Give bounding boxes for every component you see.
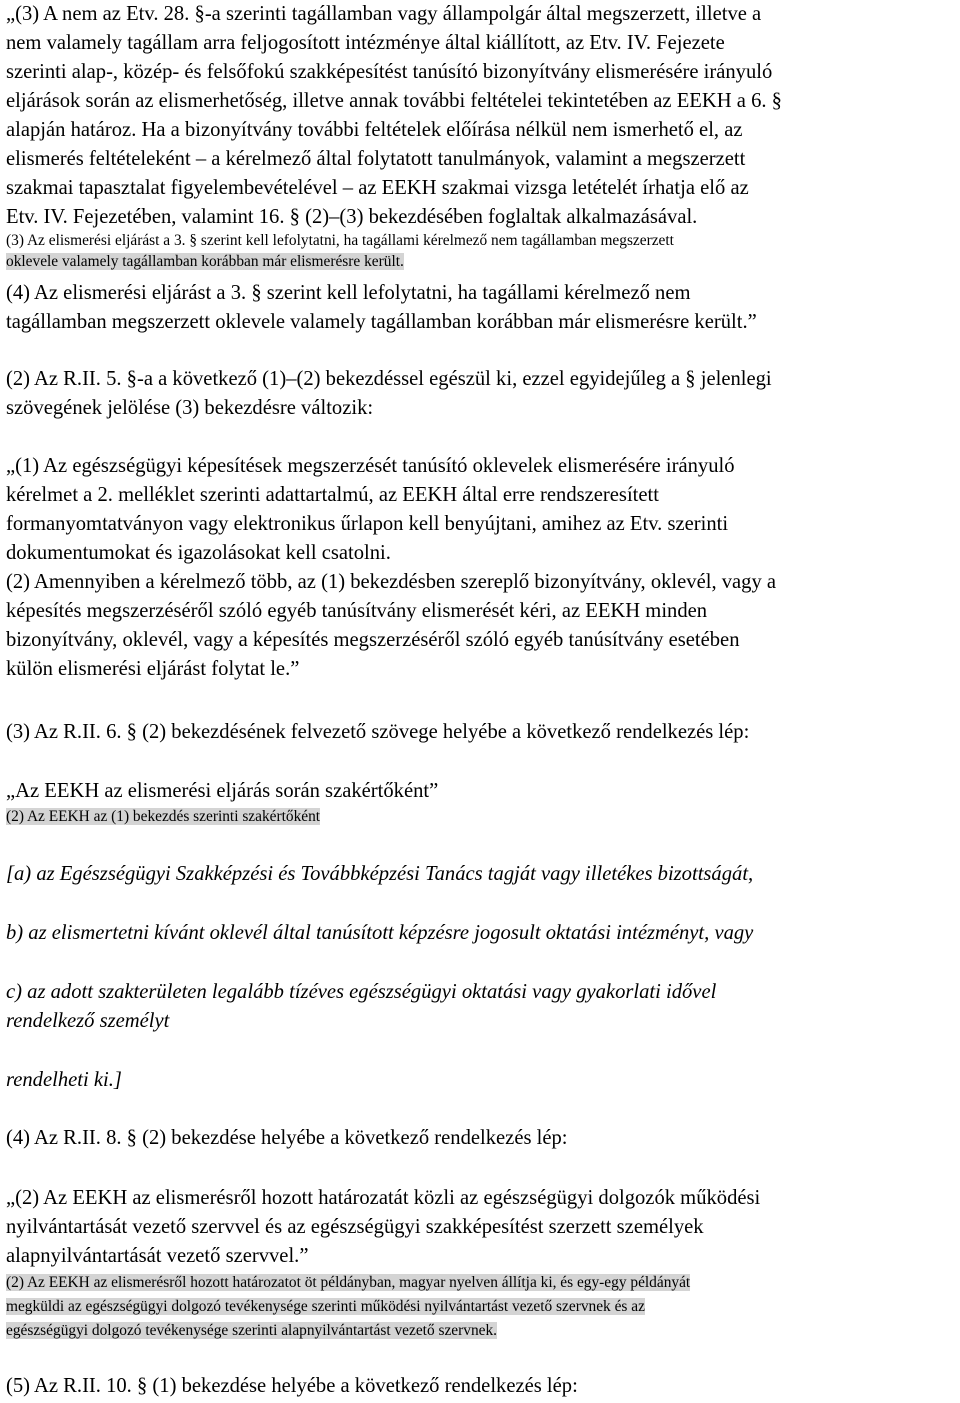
quote-line: (2) Amennyiben a kérelmező több, az (1) bekezdésben szereplő bizonyítvány, oklevél, vagy a [6, 571, 777, 593]
text-line: szakmai tapasztalat figyelembevételével – az EEKH szakmai vizsga letételét írhatja elő az [6, 177, 749, 199]
old-text-highlight: oklevele valamely tagállamban korábban már elismerésre került. [6, 253, 404, 270]
italic-line: rendelheti ki.] [6, 1069, 122, 1091]
old-text-label: (3) Az elismerési eljárást a 3. § szerint kell lefolytatni, ha tagállami kérelmező nem tagállamban megszerzett [6, 232, 674, 249]
old-text-line [6, 806, 320, 827]
italic-line: c) az adott szakterületen legalább tízéves egészségügyi oktatási vagy gyakorlati idővel [6, 981, 717, 1003]
section-line: szövegének jelölése (3) bekezdésre változik: [6, 397, 374, 419]
text-line: (4) Az elismerési eljárást a 3. § szerint kell lefolytatni, ha tagállami kérelmező nem [6, 282, 691, 304]
old-text-line [6, 1320, 497, 1341]
quote-line: formanyomtatványon vagy elektronikus űrlapon kell benyújtani, amihez az Etv. szerinti [6, 513, 729, 535]
quote-line: „Az EEKH az elismerési eljárás során szakértőként” [6, 780, 439, 802]
quote-line: képesítés megszerzéséről szóló egyéb tanúsítvány elismerését kéri, az EEKH minden [6, 600, 708, 622]
section-line: (2) Az R.II. 5. §-a a következő (1)–(2) bekezdéssel egészül ki, ezzel egyidejűleg a § jelenlegi [6, 368, 772, 390]
old-text-line [6, 1272, 690, 1293]
old-text-line [6, 1296, 645, 1317]
text-line: nem valamely tagállam arra feljogosított intézménye által kiállított, az Etv. IV. Fejezete [6, 32, 725, 54]
old-text-highlight: megküldi az egészségügyi dolgozó tevékenysége szerinti működési nyilvántartást vezető szervnek és az [6, 1298, 645, 1315]
quote-line: kérelmet a 2. melléklet szerinti adattartalmú, az EEKH által erre rendszeresített [6, 484, 659, 506]
text-line: „(3) A nem az Etv. 28. §-a szerinti tagállamban vagy állampolgár által megszerzett, illetve a [6, 3, 762, 25]
old-text-highlight: (2) Az EEKH az (1) bekezdés szerinti szakértőként [6, 808, 321, 825]
quote-line: alapnyilvántartását vezető szervvel.” [6, 1245, 309, 1267]
old-text-line [6, 251, 404, 272]
quote-line: „(1) Az egészségügyi képesítések megszerzését tanúsító oklevelek elismerésére irányuló [6, 455, 735, 477]
quote-line: bizonyítvány, oklevél, vagy a képesítés megszerzéséről szóló egyéb tanúsítvány esetében [6, 629, 740, 651]
old-text-line [6, 230, 674, 251]
italic-line: rendelkező személyt [6, 1010, 170, 1032]
old-text-highlight: egészségügyi dolgozó tevékenysége szerinti alapnyilvántartást vezető szervnek. [6, 1322, 498, 1339]
quote-line: „(2) Az EEKH az elismerésről hozott határozatát közli az egészségügyi dolgozók működési [6, 1187, 761, 1209]
text-line: elismerés feltételeként – a kérelmező által folytatott tanulmányok, valamint a megszerzett [6, 148, 746, 170]
text-line: Etv. IV. Fejezetében, valamint 16. § (2)–(3) bekezdésében foglaltak alkalmazásával. [6, 206, 698, 228]
italic-line: [a) az Egészségügyi Szakképzési és Továbbképzési Tanács tagját vagy illetékes bizottságát, [6, 863, 754, 885]
quote-line: dokumentumokat és igazolásokat kell csatolni. [6, 542, 391, 564]
quote-line: külön elismerési eljárást folytat le.” [6, 658, 300, 680]
text-line: eljárások során az elismerhetőség, illetve annak további feltételei tekintetében az EEKH a 6. § [6, 90, 782, 112]
text-line: szerinti alap-, közép- és felsőfokú szakképesítést tanúsító bizonyítvány elismerésére irányuló [6, 61, 773, 83]
section-line: (5) Az R.II. 10. § (1) bekezdése helyébe a következő rendelkezés lép: [6, 1375, 578, 1397]
quote-line: nyilvántartását vezető szervvel és az egészségügyi szakképesítést szerzett személyek [6, 1216, 704, 1238]
section-line: (3) Az R.II. 6. § (2) bekezdésének felvezető szövege helyébe a következő rendelkezés lép: [6, 721, 750, 743]
italic-line: b) az elismertetni kívánt oklevél által tanúsított képzésre jogosult oktatási intézményt, vagy [6, 922, 754, 944]
old-text-highlight: (2) Az EEKH az elismerésről hozott határozatot öt példányban, magyar nyelven állítja ki, és egy-egy példányát [6, 1274, 691, 1291]
text-line: tagállamban megszerzett oklevele valamely tagállamban korábban már elismerésre került.” [6, 311, 757, 333]
text-line: alapján határoz. Ha a bizonyítvány további feltételek előírása nélkül nem ismerhető el, az [6, 119, 743, 141]
section-line: (4) Az R.II. 8. § (2) bekezdése helyébe a következő rendelkezés lép: [6, 1127, 568, 1149]
